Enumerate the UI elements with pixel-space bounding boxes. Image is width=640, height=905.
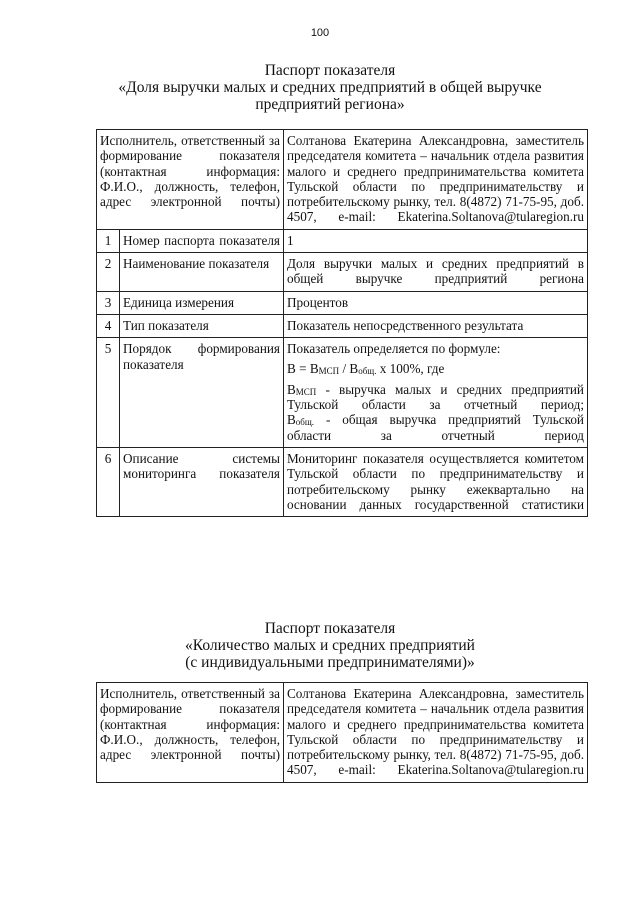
formula-intro: Показатель определяется по формуле:: [287, 341, 501, 357]
row-label: Номер паспорта показателя: [120, 229, 284, 252]
formula-lhs: В = В: [287, 360, 319, 376]
row-number: 4: [97, 314, 120, 337]
passport2-table: [96, 682, 588, 783]
page-number: 100: [310, 27, 330, 39]
passport2-title-line2: (с индивидуальными предпринимателями)»: [185, 654, 475, 671]
table-row: [97, 253, 588, 292]
row-value: Процентов: [284, 291, 588, 314]
definition-total: $В_{общ.}$ - общая выручка предприятий Тульской области за отчетный период: [287, 412, 584, 443]
row-label: Наименование показателя: [120, 253, 284, 292]
formula-sub-msp: МСП: [318, 365, 340, 376]
definition-msp: $В_{МСП}$ - выручка малых и средних предприятий Тульской области за отчетный период;: [287, 381, 584, 413]
passport1-title-line2: предприятий региона»: [255, 96, 405, 113]
passport2-heading: Паспорт показателя: [264, 620, 396, 637]
formula-sub-total: общ.: [358, 365, 377, 376]
executor-row: [97, 130, 588, 230]
table-row: [97, 291, 588, 314]
table-row: [97, 338, 588, 448]
row-label: Тип показателя: [120, 314, 284, 337]
row-number: 3: [97, 291, 120, 314]
executor-value: Солтанова Екатерина Александровна, заместитель председателя комитета – начальник отдела развития малого и среднего предпринимательства комитета Тульской области по предпринимательству и потребительскому рынку, тел. 8(4872) 71-75-95, доб. 4507, e-mail: Ekaterina.Soltanova@tularegion.ru: [284, 130, 588, 230]
executor-label: Исполнитель, ответственный за формирование показателя (контактная информация: Ф.И.О., должность, телефон, адрес электронной почты): [97, 683, 284, 783]
table-row: [97, 448, 588, 517]
row-number: 2: [97, 253, 120, 292]
passport1-title: [60, 62, 600, 113]
passport1-title-line1: «Доля выручки малых и средних предприятий в общей выручке: [118, 79, 542, 96]
passport2-title-line1: «Количество малых и средних предприятий: [185, 637, 475, 654]
formula: [287, 361, 584, 376]
row-label: Порядок формирования показателя: [120, 338, 284, 448]
row-value: Доля выручки малых и средних предприятий в общей выручке предприятий региона: [284, 253, 588, 292]
formula-div: / В: [339, 360, 359, 376]
passport1-table: [96, 129, 588, 517]
passport1-heading: Паспорт показателя: [264, 62, 396, 79]
table-row: [97, 314, 588, 337]
row-label: Описание системы мониторинга показателя: [120, 448, 284, 517]
row-label: Единица измерения: [120, 291, 284, 314]
formula-cell: [284, 338, 588, 448]
table-row: [97, 229, 588, 252]
executor-row: [97, 683, 588, 783]
executor-label: Исполнитель, ответственный за формирование показателя (контактная информация: Ф.И.О., должность, телефон, адрес электронной почты): [97, 130, 284, 230]
row-value: Мониторинг показателя осуществляется комитетом Тульской области по предпринимательству и потребительскому рынку ежеквартально на основании данных государственной статистики: [284, 448, 588, 517]
passport2-title: [60, 620, 600, 671]
row-number: 6: [97, 448, 120, 517]
row-value: Показатель непосредственного результата: [284, 314, 588, 337]
formula-rhs: х 100%, где: [376, 360, 445, 376]
row-number: 5: [97, 338, 120, 448]
row-value: 1: [284, 229, 588, 252]
row-number: 1: [97, 229, 120, 252]
executor-value: Солтанова Екатерина Александровна, заместитель председателя комитета – начальник отдела развития малого и среднего предпринимательства комитета Тульской области по предпринимательству и потребительскому рынку, тел. 8(4872) 71-75-95, доб. 4507, e-mail: Ekaterina.Soltanova@tularegion.ru: [284, 683, 588, 783]
